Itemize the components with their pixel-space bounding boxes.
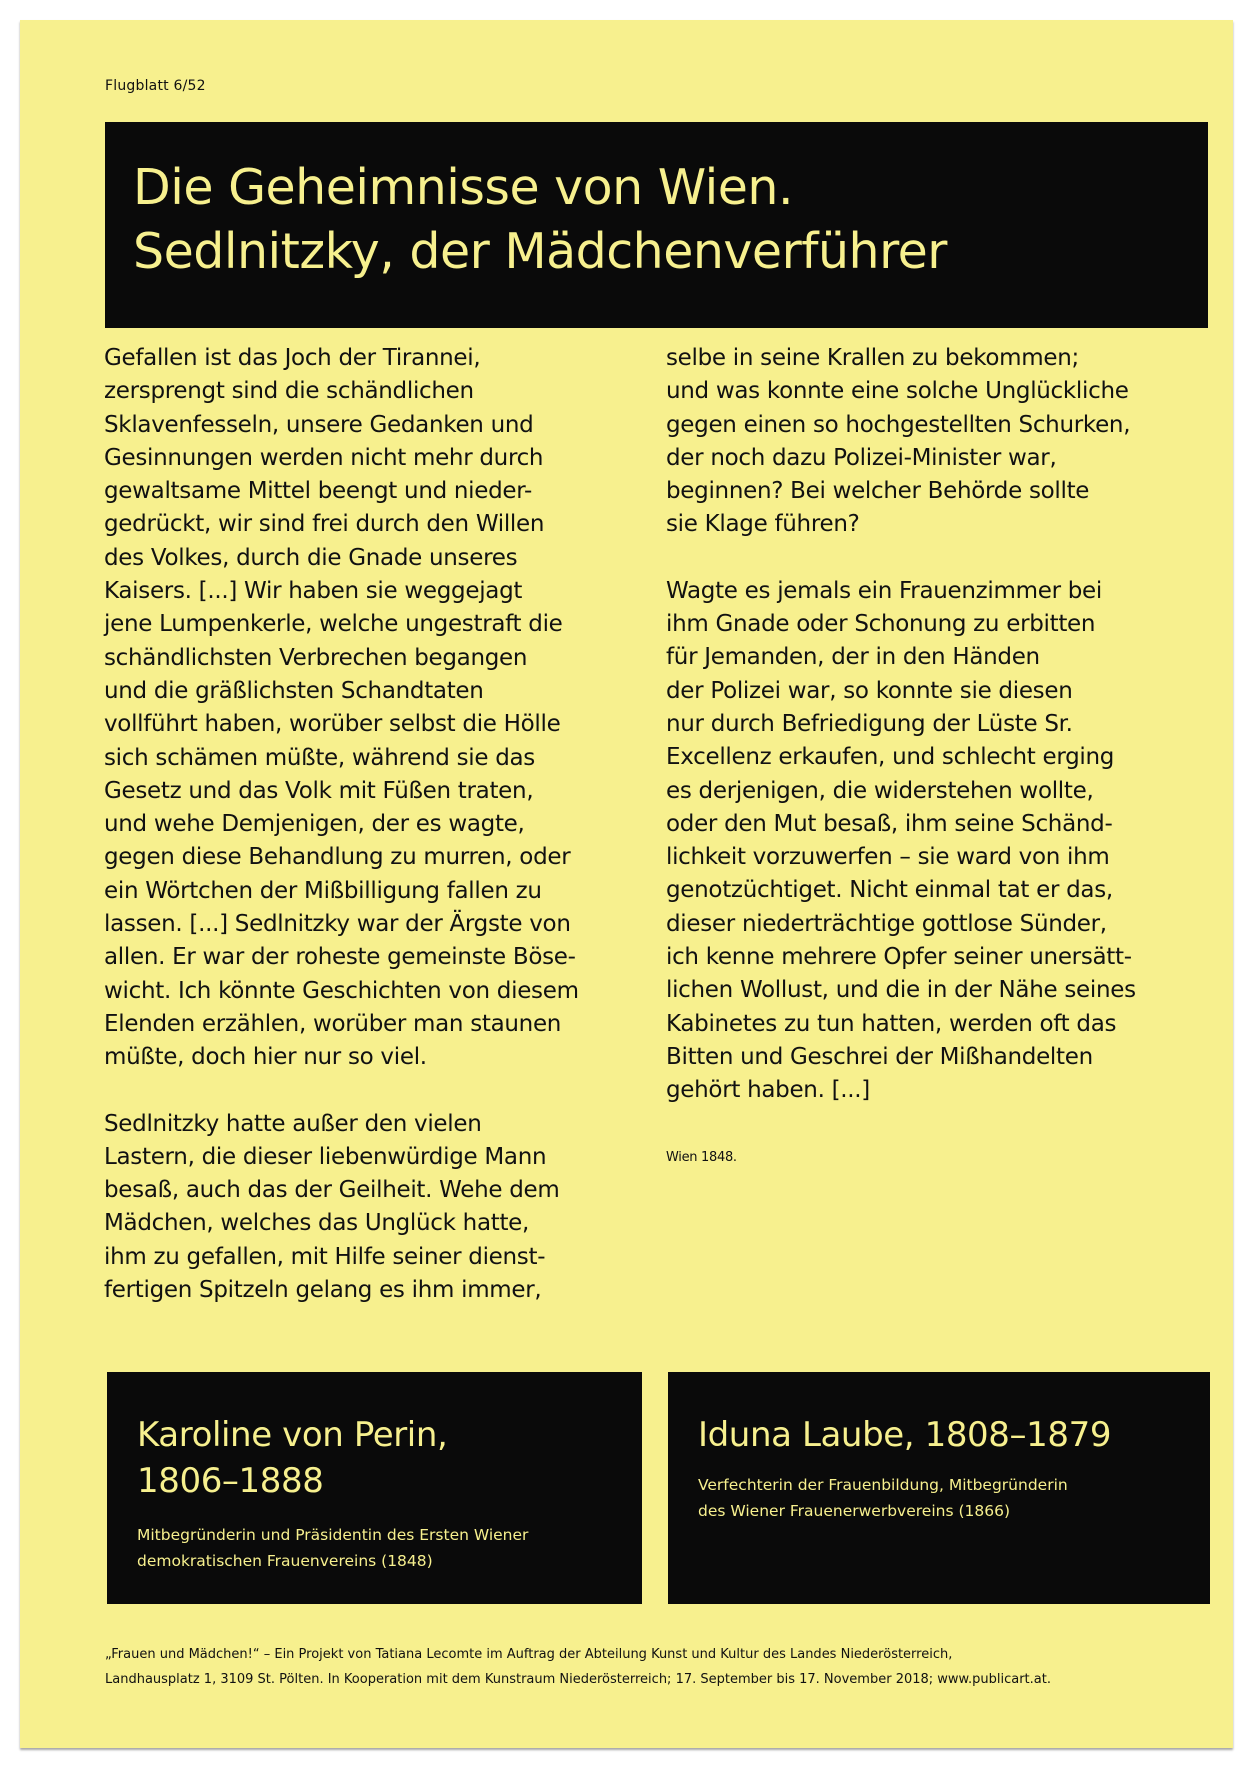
text-line: genotzüchtiget. Nicht einmal tat er das, [666,877,1113,904]
text-line: ein Wörtchen der Mißbilligung fallen zu [104,877,542,904]
text-line: ihm zu gefallen, mit Hilfe seiner dienst- [104,1243,546,1270]
text-line: gedrückt, wir sind frei durch den Willen [104,511,545,538]
bio-name-line: Iduna Laube, 1808–1879 [698,1415,1112,1455]
text-line: wicht. Ich könnte Geschichten von diesem [104,977,579,1004]
paragraph [104,342,664,1075]
text-line: der Polizei war, so konnte sie diesen [666,677,1073,704]
text-line: Wagte es jemals ein Frauenzimmer bei [666,577,1102,604]
text-line: Sklavenfesseln, unsere Gedanken und [104,411,534,438]
text-line: gehört haben. [...] [666,1077,870,1104]
paragraph [104,1108,664,1308]
text-line: lichkeit vorzuwerfen – sie ward von ihm [666,844,1110,871]
text-line: und was konnte eine solche Unglückliche [666,378,1129,405]
text-line: lassen. [...] Sedlnitzky war der Ärgste von [104,911,571,938]
paragraph [666,342,1226,542]
text-line: allen. Er war der roheste gemeinste Böse- [104,944,576,971]
text-line: sie Klage führen? [666,511,860,538]
text-line: sich schämen müßte, während sie das [104,744,535,771]
left-text-column [104,342,664,1340]
text-line: müßte, doch hier nur so viel. [104,1044,427,1071]
bio-box-karoline-von-perin [107,1372,642,1604]
text-line: Mädchen, welches das Unglück hatte, [104,1210,530,1237]
text-line: Excellenz erkaufen, und schlecht erging [666,744,1115,771]
text-line: oder den Mut besaß, ihm seine Schänd- [666,810,1113,837]
text-line: Kaisers. [...] Wir haben sie weggejagt [104,578,523,605]
text-line: ich kenne mehrere Opfer seiner unersätt- [666,944,1132,971]
bio-description [137,1522,612,1574]
text-line: der noch dazu Polizei-Minister war, [666,444,1057,471]
footer-credits [105,1642,1215,1692]
text-line: des Volkes, durch die Gnade unseres [104,544,518,571]
bio-name [698,1412,1180,1458]
bio-name [137,1412,612,1504]
text-line: lichen Wollust, und die in der Nähe seines [666,977,1136,1004]
text-line: Sedlnitzky hatte außer den vielen [104,1110,482,1137]
text-line: gewaltsame Mittel beengt und nieder- [104,478,532,505]
page-title-line-2: Sedlnitzky, der Mädchenverführer [133,223,947,280]
leaflet-page [20,20,1233,1748]
text-line: Gesetz und das Volk mit Füßen traten, [104,777,534,804]
bio-description-line: demokratischen Frauenvereins (1848) [137,1552,433,1570]
text-line: fertigen Spitzeln gelang es ihm immer, [104,1277,542,1304]
footer-line: Landhausplatz 1, 3109 St. Pölten. In Kooperation mit dem Kunstraum Niederösterreich; 17. September bis 17. November 2018; www.publicart.at. [105,1672,1051,1687]
bio-description-line: Verfechterin der Frauenbildung, Mitbegründerin [698,1476,1068,1494]
text-line: ihm Gnade oder Schonung zu erbitten [666,611,1096,638]
text-line: schändlichsten Verbrechen begangen [104,644,528,671]
text-line: besaß, auch das der Geilheit. Wehe dem [104,1177,560,1204]
bio-name-line: Karoline von Perin, [137,1415,448,1455]
text-line: vollführt haben, worüber selbst die Hölle [104,711,561,738]
text-line: es derjenigen, die widerstehen wollte, [666,777,1094,804]
text-line: Bitten und Geschrei der Mißhandelten [666,1043,1093,1070]
dateline: Wien 1848. [666,1149,737,1165]
text-line: nur durch Befriedigung der Lüste Sr. [666,710,1073,737]
text-line: selbe in seine Krallen zu bekommen; [666,345,1079,371]
text-line: gegen diese Behandlung zu murren, oder [104,844,571,871]
bio-description-line: Mitbegründerin und Präsidentin des Ersten Wiener [137,1526,529,1544]
text-line: jene Lumpenkerle, welche ungestraft die [104,611,563,638]
title-box [105,122,1208,328]
right-text-column [666,342,1226,1174]
text-line: Kabinetes zu tun hatten, werden oft das [666,1010,1117,1037]
text-line: und wehe Demjenigen, der es wagte, [104,811,525,838]
text-line: Gefallen ist das Joch der Tirannei, [104,345,481,371]
bio-description [698,1472,1180,1524]
text-line: und die gräßlichsten Schandtaten [104,677,484,704]
bio-description-line: des Wiener Frauenerwerbvereins (1866) [698,1502,1010,1520]
text-line: für Jemanden, der in den Händen [666,644,1040,671]
page-title-line-1: Die Geheimnisse von Wien. [133,159,794,216]
leaflet-number: Flugblatt 6/52 [105,78,206,94]
footer-line: „Frauen und Mädchen!“ – Ein Projekt von Tatiana Lecomte im Auftrag der Abteilung Kunst und Kultur des Landes Niederösterreich, [105,1647,953,1662]
text-line: gegen einen so hochgestellten Schurken, [666,411,1131,438]
text-line: zersprengt sind die schändlichen [104,378,474,405]
text-line: beginnen? Bei welcher Behörde sollte [666,478,1090,505]
bio-name-line: 1806–1888 [137,1461,324,1501]
text-line: Lastern, die dieser liebenwürdige Mann [104,1143,547,1170]
text-line: Elenden erzählen, worüber man staunen [104,1010,562,1037]
bio-box-iduna-laube [668,1372,1210,1604]
text-line: Gesinnungen werden nicht mehr durch [104,444,544,471]
text-line: dieser niederträchtige gottlose Sünder, [666,910,1107,937]
paragraph [666,575,1226,1108]
